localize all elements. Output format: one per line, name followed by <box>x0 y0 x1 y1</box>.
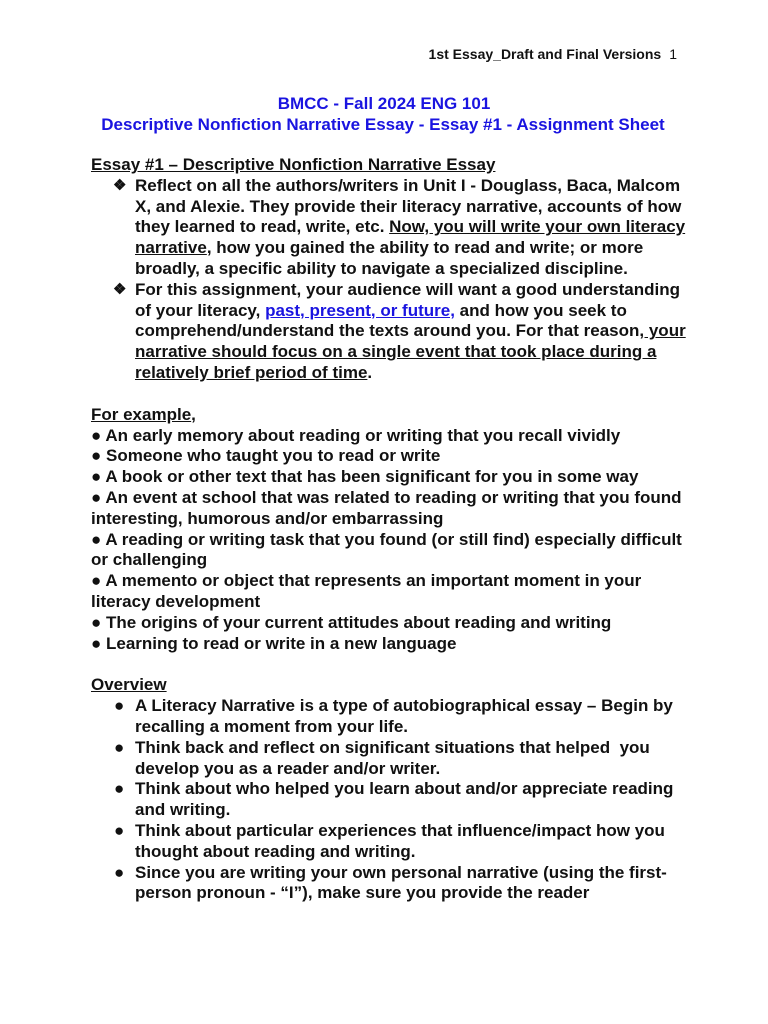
item-text: A memento or object that represents an important moment in your literacy development <box>91 571 642 611</box>
item-text: The origins of your current attitudes about reading and writing <box>106 612 612 632</box>
list-item <box>91 634 691 655</box>
item-text: , how you gained the ability to read and write; or more broadly, a specific ability to navigate a specialized discipline. <box>135 238 644 278</box>
list-item <box>91 696 691 738</box>
heading-suffix: , <box>191 404 196 424</box>
heading-text: For example <box>91 404 192 424</box>
bullet-icon: ● <box>91 571 102 591</box>
overview-list <box>91 696 691 904</box>
list-item <box>91 426 691 447</box>
list-item <box>91 488 691 530</box>
list-item <box>91 738 691 780</box>
course-title: BMCC - Fall 2024 ENG 101 <box>277 94 491 113</box>
bullet-icon: ● <box>91 529 102 549</box>
bullet-icon: ● <box>91 487 102 507</box>
diamond-bullet-icon: ❖ <box>113 280 127 298</box>
bullet-icon: ● <box>114 862 125 882</box>
bullet-icon: ● <box>114 820 125 840</box>
item-text: Since you are writing your own personal narrative (using the first-person pronoun - “I”), make sure you provide the reader <box>135 862 667 903</box>
section-heading-examples <box>91 405 691 426</box>
bullet-icon: ● <box>91 467 102 487</box>
list-item <box>91 467 691 488</box>
bullet-icon: ● <box>91 633 102 653</box>
list-item <box>91 280 691 384</box>
header-title: 1st Essay_Draft and Final Versions <box>428 46 662 62</box>
section-heading-overview: Overview <box>91 675 167 695</box>
list-item <box>91 863 691 905</box>
assignment-title: Descriptive Nonfiction Narrative Essay - Essay #1 - Assignment Sheet <box>101 115 665 134</box>
item-text: Learning to read or write in a new language <box>106 633 457 653</box>
item-text: A reading or writing task that you found (or still find) especially difficult or challenging <box>91 529 682 570</box>
bullet-icon: ● <box>91 446 102 466</box>
underlined-text: , your narrative should focus on a single event that took place during a relatively brief period of time <box>135 321 686 382</box>
assignment-bullets <box>91 176 691 384</box>
underlined-text: Now, you will write your own literacy narrative <box>135 217 686 258</box>
list-item <box>91 571 691 613</box>
document-body <box>91 155 691 904</box>
list-item <box>91 530 691 572</box>
item-text: Think back and reflect on significant situations that helped you develop you as a reader and/or writer. <box>135 737 655 778</box>
examples-list <box>91 426 691 655</box>
bullet-icon: ● <box>91 425 102 445</box>
item-text: Think about who helped you learn about and/or appreciate reading and writing. <box>135 779 674 820</box>
item-text: A book or other text that has been significant for you in some way <box>105 467 639 487</box>
diamond-bullet-icon: ❖ <box>113 176 127 194</box>
item-text: A Literacy Narrative is a type of autobiographical essay – Begin by recalling a moment from your life. <box>135 696 673 736</box>
bullet-icon: ● <box>114 779 125 799</box>
section-heading-essay: Essay #1 – Descriptive Nonfiction Narrative Essay <box>91 155 496 174</box>
item-text: An event at school that was related to reading or writing that you found interesting, humorous and/or embarrassing <box>91 487 682 528</box>
list-item <box>91 176 691 280</box>
bullet-icon: ● <box>114 737 125 757</box>
item-text: Think about particular experiences that influence/impact how you thought about reading and writing. <box>135 820 665 861</box>
running-header <box>429 46 677 62</box>
list-item <box>91 821 691 863</box>
list-item <box>91 613 691 634</box>
item-text: For this assignment, your audience will want a good understanding of your literacy, <box>135 279 681 320</box>
timeframe-link[interactable]: past, present, or future, <box>265 300 455 320</box>
page-number: 1 <box>669 46 677 62</box>
item-text: and how you seek to comprehend/understand the texts around you. For that reason <box>135 300 640 341</box>
bullet-icon: ● <box>114 696 125 716</box>
bullet-icon: ● <box>91 612 102 632</box>
list-item <box>91 446 691 467</box>
item-text: Someone who taught you to read or write <box>106 446 441 466</box>
list-item <box>91 779 691 821</box>
item-text: An early memory about reading or writing that you recall vividly <box>105 425 621 445</box>
item-text: Reflect on all the authors/writers in Unit I - Douglass, Baca, Malcom X, and Alexie. They provide their literacy narrative, accounts of how they learned to read, write, etc. <box>135 175 682 237</box>
item-text: . <box>367 362 373 382</box>
